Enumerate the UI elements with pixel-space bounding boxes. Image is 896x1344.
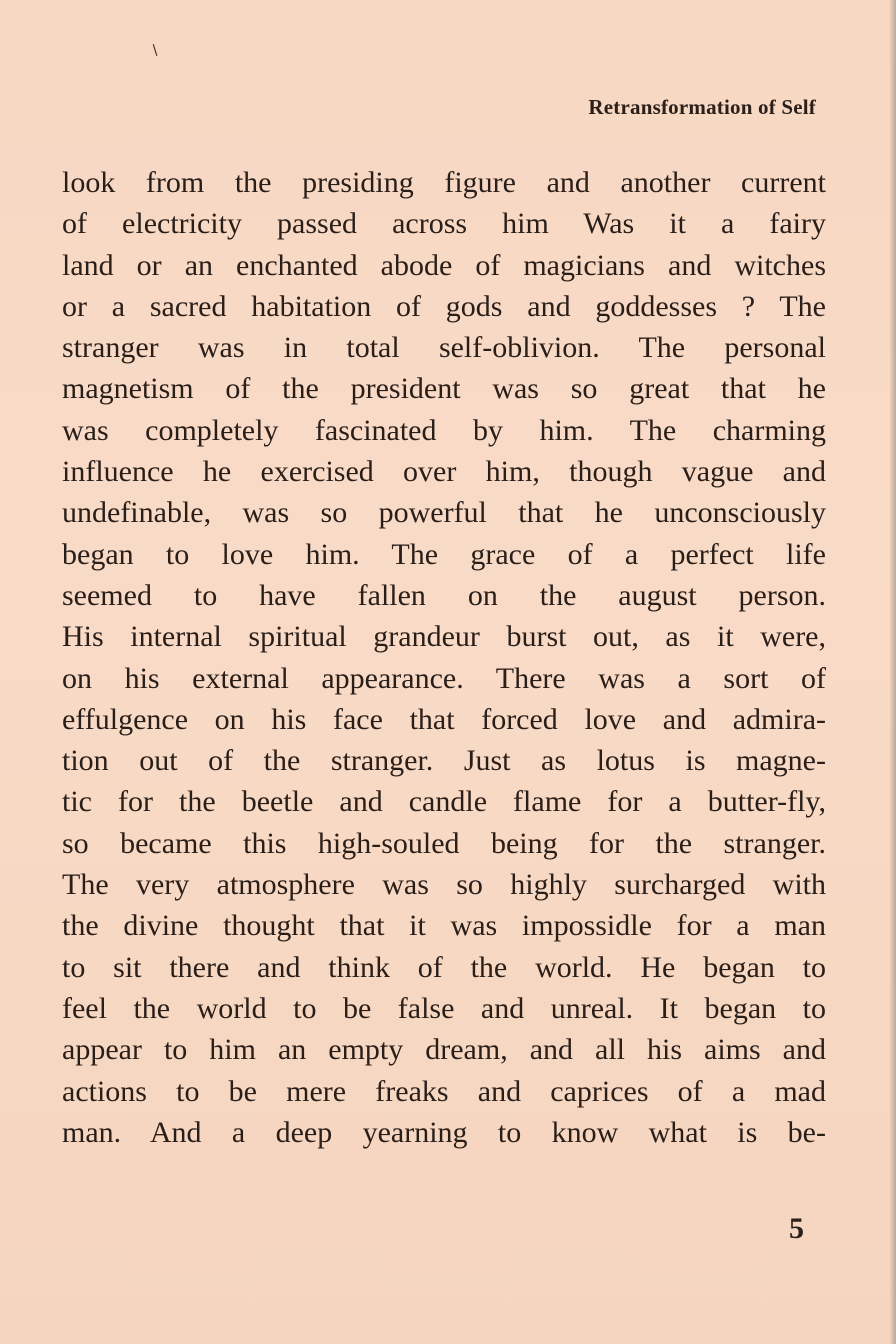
text-line: was completely fascinated by him. The charming xyxy=(62,413,826,447)
body-text xyxy=(62,162,826,1153)
text-line: The very atmosphere was so highly surcharged with xyxy=(62,868,826,902)
text-line: began to love him. The grace of a perfect life xyxy=(62,537,826,571)
text-line: influence he exercised over him, though vague and xyxy=(62,455,826,489)
text-line: look from the presiding figure and another current xyxy=(62,166,826,199)
page-edge-shadow xyxy=(890,0,896,1344)
text-line: magnetism of the president was so great that he xyxy=(62,372,826,406)
text-line: land or an enchanted abode of magicians and witches xyxy=(62,248,826,282)
text-line: to sit there and think of the world. He began to xyxy=(62,950,826,984)
text-line: undefinable, was so powerful that he unconsciously xyxy=(62,496,826,530)
text-line: on his external appearance. There was a sort of xyxy=(62,661,826,695)
running-head: Retransformation of Self xyxy=(588,95,816,119)
text-line: the divine thought that it was impossidle for a man xyxy=(62,909,826,943)
text-line: actions to be mere freaks and caprices of a mad xyxy=(62,1074,826,1108)
text-line: His internal spiritual grandeur burst out, as it were, xyxy=(62,620,826,654)
page-number: 5 xyxy=(789,1212,804,1245)
text-line: so became this high-souled being for the stranger. xyxy=(62,826,826,860)
text-line: tion out of the stranger. Just as lotus is magne- xyxy=(62,744,826,778)
text-line: of electricity passed across him Was it a fairy xyxy=(62,207,826,241)
text-line: seemed to have fallen on the august person. xyxy=(62,578,826,612)
text-line: effulgence on his face that forced love and admira- xyxy=(62,702,826,736)
text-line: man. And a deep yearning to know what is be- xyxy=(62,1115,826,1149)
text-line: appear to him an empty dream, and all his aims and xyxy=(62,1033,826,1067)
text-line: tic for the beetle and candle flame for a butter-fly, xyxy=(62,785,826,819)
text-line: feel the world to be false and unreal. It began to xyxy=(62,991,826,1025)
text-line: or a sacred habitation of gods and goddesses ? The xyxy=(62,289,826,323)
ink-speck: ∖ xyxy=(150,43,159,59)
text-line: stranger was in total self-oblivion. The personal xyxy=(62,331,826,365)
